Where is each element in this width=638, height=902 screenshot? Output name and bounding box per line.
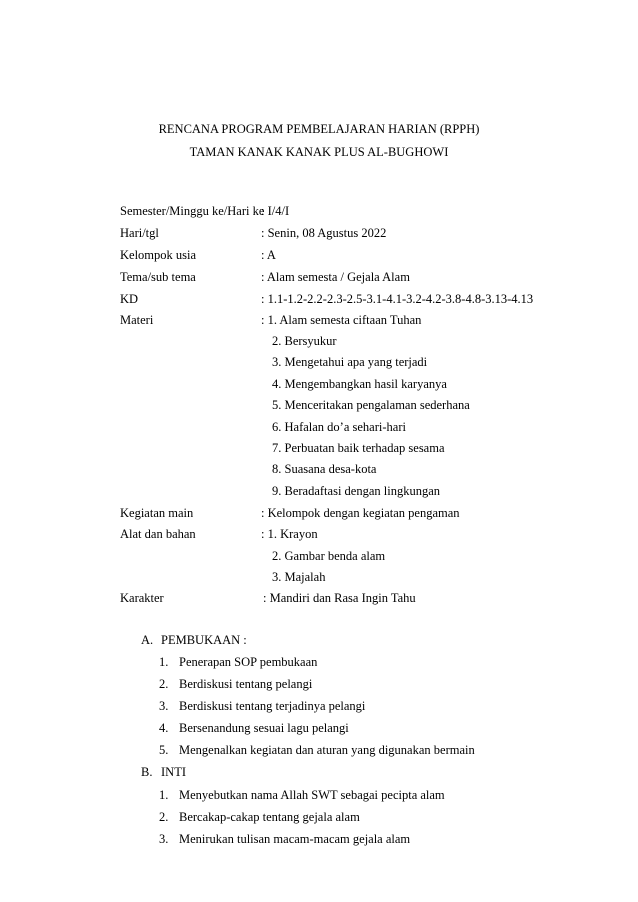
section-letter: B. <box>141 765 153 779</box>
info-value: : Kelompok dengan kegiatan pengaman <box>261 506 460 520</box>
info-value: : A <box>261 248 276 262</box>
info-label: KD <box>120 292 139 306</box>
info-label: Materi <box>120 313 154 327</box>
section-heading-a <box>141 633 247 648</box>
alat-item: 3. Majalah <box>272 570 326 584</box>
info-label: Hari/tgl <box>120 226 159 240</box>
info-label: Semester/Minggu ke/Hari ke <box>120 204 265 218</box>
alat-item: 2. Gambar benda alam <box>272 549 386 563</box>
info-value: : Senin, 08 Agustus 2022 <box>261 226 387 240</box>
info-value: : Mandiri dan Rasa Ingin Tahu <box>263 591 416 605</box>
list-item: 4. Bersenandung sesuai lagu pelangi <box>159 721 349 735</box>
section-title: INTI <box>161 765 186 779</box>
list-item: 2. Bercakap-cakap tentang gejala alam <box>159 810 360 824</box>
info-value: : Alam semesta / Gejala Alam <box>261 270 410 284</box>
section-letter: A. <box>141 633 154 647</box>
info-label: Alat dan bahan <box>120 527 196 541</box>
materi-item: 4. Mengembangkan hasil karyanya <box>272 377 447 391</box>
info-value: : I/4/I <box>261 204 290 218</box>
list-item: 3. Berdiskusi tentang terjadinya pelangi <box>159 699 366 713</box>
info-label: Tema/sub tema <box>120 270 196 284</box>
info-label: Kelompok usia <box>120 248 197 262</box>
materi-item: 5. Menceritakan pengalaman sederhana <box>272 398 470 412</box>
materi-item: 3. Mengetahui apa yang terjadi <box>272 355 428 369</box>
materi-item: 9. Beradaftasi dengan lingkungan <box>272 484 441 498</box>
list-item: 1. Menyebutkan nama Allah SWT sebagai pecipta alam <box>159 788 445 802</box>
info-value: : 1. Alam semesta ciftaan Tuhan <box>261 313 422 327</box>
materi-item: 2. Bersyukur <box>272 334 337 348</box>
section-heading-b <box>141 765 186 780</box>
info-label: Karakter <box>120 591 164 605</box>
materi-item: 8. Suasana desa-kota <box>272 462 377 476</box>
document-title: RENCANA PROGRAM PEMBELAJARAN HARIAN (RPPH) <box>158 122 480 136</box>
info-value: : 1.1-1.2-2.2-2.3-2.5-3.1-4.1-3.2-4.2-3.8-4.8-3.13-4.13 <box>261 292 534 306</box>
info-label: Kegiatan main <box>120 506 194 520</box>
list-item: 5. Mengenalkan kegiatan dan aturan yang digunakan bermain <box>159 743 475 757</box>
info-value: : 1. Krayon <box>261 527 318 541</box>
list-item: 2. Berdiskusi tentang pelangi <box>159 677 313 691</box>
list-item: 3. Menirukan tulisan macam-macam gejala alam <box>159 832 411 846</box>
materi-item: 7. Perbuatan baik terhadap sesama <box>272 441 445 455</box>
school-name: TAMAN KANAK KANAK PLUS AL-BUGHOWI <box>189 145 449 159</box>
section-title: PEMBUKAAN : <box>161 633 247 647</box>
list-item: 1. Penerapan SOP pembukaan <box>159 655 318 669</box>
materi-item: 6. Hafalan do’a sehari-hari <box>272 420 406 434</box>
